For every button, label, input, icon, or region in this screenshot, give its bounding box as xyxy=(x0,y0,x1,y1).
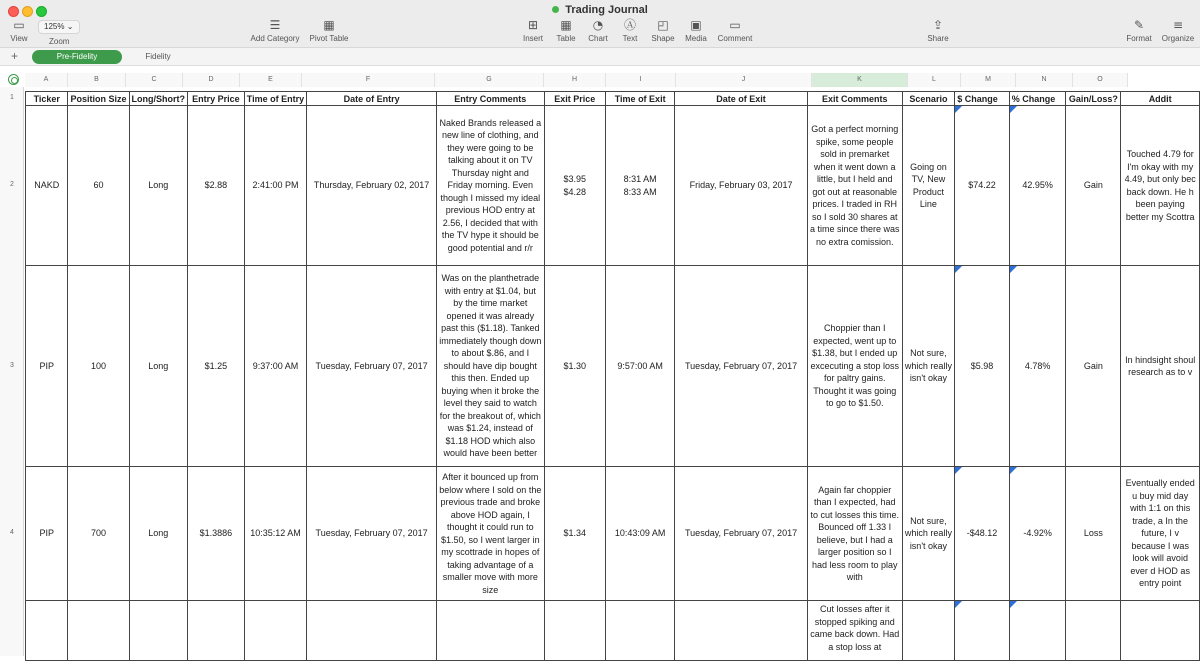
table-cell[interactable]: 10:35:12 AM xyxy=(244,467,306,601)
trading-journal-table xyxy=(25,91,1200,661)
comment-flag-icon xyxy=(1010,467,1017,474)
format-label: Format xyxy=(1126,34,1152,43)
text-label: Text xyxy=(622,34,638,43)
table-cell[interactable] xyxy=(68,601,129,661)
add-sheet-icon[interactable]: + xyxy=(11,49,19,63)
table-label: Table xyxy=(556,34,576,43)
header-cell[interactable]: Position Size xyxy=(68,92,129,106)
table-cell[interactable]: Tuesday, February 07, 2017 xyxy=(307,266,437,467)
table-cell[interactable]: Not sure, which really isn't okay xyxy=(902,467,955,601)
table-cell[interactable]: $1.25 xyxy=(188,266,245,467)
table-cell[interactable] xyxy=(188,601,245,661)
column-letter-l[interactable]: L xyxy=(908,73,961,87)
comment-icon: ▭ xyxy=(729,18,741,32)
header-cell[interactable]: Date of Entry xyxy=(307,92,437,106)
table-cell[interactable]: Choppier than I expected, went up to $1.38, but I ended up excecuting a stop loss for paltry gains. Thought it was going to go to $1.50. xyxy=(807,266,902,467)
header-row xyxy=(26,92,1200,106)
media-button[interactable] xyxy=(684,18,708,43)
column-letter-j[interactable]: J xyxy=(676,73,812,87)
column-letter-c[interactable]: C xyxy=(126,73,183,87)
table-icon: ▦ xyxy=(560,18,572,32)
table-cell[interactable] xyxy=(437,601,545,661)
table-cell[interactable]: 700 xyxy=(68,467,129,601)
organize-button[interactable] xyxy=(1160,18,1196,43)
header-cell[interactable]: % Change xyxy=(1009,92,1066,106)
column-letter-f[interactable]: F xyxy=(302,73,435,87)
comment-flag-icon xyxy=(955,601,962,608)
window-toolbar xyxy=(0,0,1200,48)
table-cell[interactable]: Tuesday, February 07, 2017 xyxy=(675,467,807,601)
table-cell[interactable]: PIP xyxy=(26,266,68,467)
view-button[interactable] xyxy=(6,18,32,43)
organize-label: Organize xyxy=(1161,34,1195,43)
table-cell[interactable] xyxy=(675,601,807,661)
row-number[interactable]: 2 xyxy=(10,181,14,188)
chevron-down-icon: ⌄ xyxy=(66,22,74,31)
share-button[interactable] xyxy=(925,18,951,43)
header-cell[interactable]: Exit Comments xyxy=(807,92,902,106)
column-letter-k[interactable]: K xyxy=(812,73,908,87)
text-icon: Ⓐ xyxy=(623,18,636,32)
row-number[interactable]: 3 xyxy=(10,362,14,369)
table-cell[interactable]: Long xyxy=(129,266,188,467)
zoom-value: 125% xyxy=(44,22,65,31)
column-letter-g[interactable]: G xyxy=(435,73,544,87)
table-cell[interactable]: Got a perfect morning spike, some people sold in premarket when it went down a little, but I held and got out at reasonable prices. I traded in RH so I sold 30 shares at a time since there was no extra comission. xyxy=(807,106,902,266)
column-letter-b[interactable]: B xyxy=(68,73,126,87)
table-cell[interactable]: PIP xyxy=(26,467,68,601)
table-cell[interactable]: 10:43:09 AM xyxy=(605,467,674,601)
cell-value: 4.78% xyxy=(1024,360,1051,371)
column-letter-m[interactable]: M xyxy=(961,73,1016,87)
table-cell[interactable] xyxy=(307,601,437,661)
list-icon: ☰ xyxy=(269,18,281,32)
comment-flag-icon xyxy=(955,266,962,273)
tab-fidelity[interactable]: Fidelity xyxy=(145,52,171,61)
header-cell[interactable]: Date of Exit xyxy=(675,92,807,106)
header-cell[interactable]: Gain/Loss? xyxy=(1066,92,1121,106)
column-letter-n[interactable]: N xyxy=(1016,73,1073,87)
media-label: Media xyxy=(685,34,707,43)
table-cell[interactable]: Touched 4.79 for I'm okay with my 4.49, but only bec back down. He h been paying better my Scottra xyxy=(1121,106,1200,266)
organize-icon: ≡ xyxy=(1172,18,1184,32)
share-label: Share xyxy=(927,34,949,43)
view-label: View xyxy=(10,34,28,43)
header-cell[interactable]: $ Change xyxy=(955,92,1010,106)
column-letter-o[interactable]: O xyxy=(1073,73,1128,87)
shape-button[interactable] xyxy=(650,18,676,43)
header-cell[interactable]: Scenario xyxy=(902,92,955,106)
table-cell[interactable] xyxy=(1009,106,1066,266)
table-cell[interactable]: After it bounced up from below where I sold on the previous trade and broke above HOD again, I thought it could run to $1.50, so I went larger in my scottrade in hopes of taking advantage of a smaller move with more size xyxy=(437,467,545,601)
document-icon xyxy=(552,6,559,13)
pivot-table-icon: ▦ xyxy=(323,18,335,32)
share-icon: ⇪ xyxy=(932,18,944,32)
column-letter-h[interactable]: H xyxy=(544,73,606,87)
cell-value: $5.98 xyxy=(970,360,994,371)
table-cell[interactable]: Long xyxy=(129,106,188,266)
table-cell[interactable]: $1.30 xyxy=(544,266,605,467)
shape-label: Shape xyxy=(651,34,675,43)
table-cell[interactable] xyxy=(1009,467,1066,601)
table-cell[interactable]: Thursday, February 02, 2017 xyxy=(307,106,437,266)
sidebar-icon: ▭ xyxy=(13,18,25,32)
table-cell[interactable] xyxy=(955,467,1010,601)
header-cell[interactable]: Entry Comments xyxy=(437,92,545,106)
table-cell[interactable] xyxy=(129,601,188,661)
comment-flag-icon xyxy=(955,106,962,113)
zoom-select[interactable] xyxy=(38,20,80,34)
table-cell[interactable]: Naked Brands released a new line of clothing, and they were going to be talking about it on TV Thursday night and Friday morning. Even though I missed my ideal previous HOD entry at 2.56, I decided that with the TV hype it should be good potential and r/r xyxy=(437,106,545,266)
table-cell[interactable] xyxy=(1066,601,1121,661)
comment-label: Comment xyxy=(717,34,753,43)
table-cell[interactable]: 8:31 AM 8:33 AM xyxy=(605,106,674,266)
table-cell[interactable]: Tuesday, February 07, 2017 xyxy=(307,467,437,601)
header-cell[interactable]: Ticker xyxy=(26,92,68,106)
row-number[interactable]: 1 xyxy=(10,94,14,101)
table-cell[interactable]: Not sure, which really isn't okay xyxy=(902,266,955,467)
add-category-label: Add Category xyxy=(250,34,300,43)
table-cell[interactable]: 9:37:00 AM xyxy=(244,266,306,467)
table-cell[interactable]: Loss xyxy=(1066,467,1121,601)
table-cell[interactable]: $2.88 xyxy=(188,106,245,266)
column-letter-e[interactable]: E xyxy=(240,73,302,87)
table-cell[interactable]: Long xyxy=(129,467,188,601)
header-cell[interactable]: Entry Price xyxy=(188,92,245,106)
tab-pre-fidelity[interactable]: Pre-Fidelity xyxy=(32,50,122,64)
table-cell[interactable]: $1.3886 xyxy=(188,467,245,601)
table-cell[interactable] xyxy=(1009,266,1066,467)
table-row xyxy=(26,266,1200,467)
shape-icon: ◰ xyxy=(657,18,669,32)
table-cell[interactable]: Gain xyxy=(1066,106,1121,266)
table-cell[interactable] xyxy=(26,601,68,661)
insert-icon: ⊞ xyxy=(527,18,539,32)
table-cell[interactable] xyxy=(902,601,955,661)
sheet-tab-bar xyxy=(0,48,1200,66)
cell-value: 42.95% xyxy=(1022,180,1053,191)
table-cell[interactable] xyxy=(955,106,1010,266)
header-cell[interactable]: Exit Price xyxy=(544,92,605,106)
cell-value: -$48.12 xyxy=(966,528,998,539)
media-icon: ▣ xyxy=(690,18,702,32)
window-title-text: Trading Journal xyxy=(565,4,648,16)
paintbrush-icon: ✎ xyxy=(1133,18,1145,32)
comment-flag-icon xyxy=(1010,106,1017,113)
row-number[interactable]: 4 xyxy=(10,529,14,536)
table-cell[interactable] xyxy=(244,601,306,661)
table-cell[interactable]: Cut losses after it stopped spiking and came back down. Had a stop loss at xyxy=(807,601,902,661)
table-cell[interactable] xyxy=(544,601,605,661)
add-category-button[interactable] xyxy=(245,18,305,43)
table-cell[interactable]: $3.95 $4.28 xyxy=(544,106,605,266)
header-cell[interactable]: Time of Entry xyxy=(244,92,306,106)
header-cell[interactable]: Time of Exit xyxy=(605,92,674,106)
table-row xyxy=(26,467,1200,601)
table-cell[interactable]: Friday, February 03, 2017 xyxy=(675,106,807,266)
table-cell[interactable]: NAKD xyxy=(26,106,68,266)
select-all-icon[interactable] xyxy=(8,74,19,85)
window-title xyxy=(0,4,1200,16)
insert-button[interactable] xyxy=(519,18,547,43)
table-cell[interactable] xyxy=(1009,601,1066,661)
table-button[interactable] xyxy=(554,18,578,43)
table-cell[interactable]: Was on the planthetrade with entry at $1.04, but by the time market opened it was already past this ($1.18). Tanked immediately though down to about $.86, and I should have dip bought this then. Ended up buying when it broke the level they said to watch for the breakout of, which was $1.24, instead of $1.18 HOD which also would have been better xyxy=(437,266,545,467)
table-cell[interactable] xyxy=(955,601,1010,661)
zoom-label: Zoom xyxy=(49,37,70,46)
format-button[interactable] xyxy=(1124,18,1154,43)
chart-button[interactable] xyxy=(586,18,610,43)
chart-label: Chart xyxy=(588,34,608,43)
comment-flag-icon xyxy=(1010,601,1017,608)
pivot-table-button[interactable] xyxy=(306,18,352,43)
table-cell[interactable] xyxy=(955,266,1010,467)
comment-button[interactable] xyxy=(717,18,753,43)
chart-icon: ◔ xyxy=(592,18,604,32)
table-cell[interactable]: $1.34 xyxy=(544,467,605,601)
column-letter-d[interactable]: D xyxy=(183,73,240,87)
cell-value: $74.22 xyxy=(968,180,996,191)
table-row xyxy=(26,601,1200,661)
table-cell[interactable]: Again far choppier than I expected, had to cut losses this time. Bounced off 1.33 I believe, but I had a larger position so I had less room to play with xyxy=(807,467,902,601)
table-cell[interactable]: In hindsight shoul research as to v xyxy=(1121,266,1200,467)
table-cell[interactable]: 9:57:00 AM xyxy=(605,266,674,467)
column-letter-a[interactable]: A xyxy=(25,73,68,87)
text-button[interactable] xyxy=(619,18,641,43)
insert-label: Insert xyxy=(522,34,543,43)
table-cell[interactable] xyxy=(1121,601,1200,661)
table-cell[interactable]: 2:41:00 PM xyxy=(244,106,306,266)
table-cell[interactable]: Going on TV, New Product Line xyxy=(902,106,955,266)
table-cell[interactable]: Tuesday, February 07, 2017 xyxy=(675,266,807,467)
table-row xyxy=(26,106,1200,266)
table-cell[interactable]: Eventually ended u buy mid day with 1:1 on this trade, a In the future, I v because I was look will avoid ever d HOD as entry point xyxy=(1121,467,1200,601)
table-cell[interactable] xyxy=(605,601,674,661)
cell-value: -4.92% xyxy=(1023,528,1052,539)
table-cell[interactable]: 60 xyxy=(68,106,129,266)
table-cell[interactable]: 100 xyxy=(68,266,129,467)
pivot-table-label: Pivot Table xyxy=(309,34,349,43)
row-header-column xyxy=(0,87,24,656)
comment-flag-icon xyxy=(955,467,962,474)
column-letter-i[interactable]: I xyxy=(606,73,676,87)
header-cell[interactable]: Long/Short? xyxy=(129,92,188,106)
header-cell[interactable]: Addit xyxy=(1121,92,1200,106)
comment-flag-icon xyxy=(1010,266,1017,273)
table-cell[interactable]: Gain xyxy=(1066,266,1121,467)
